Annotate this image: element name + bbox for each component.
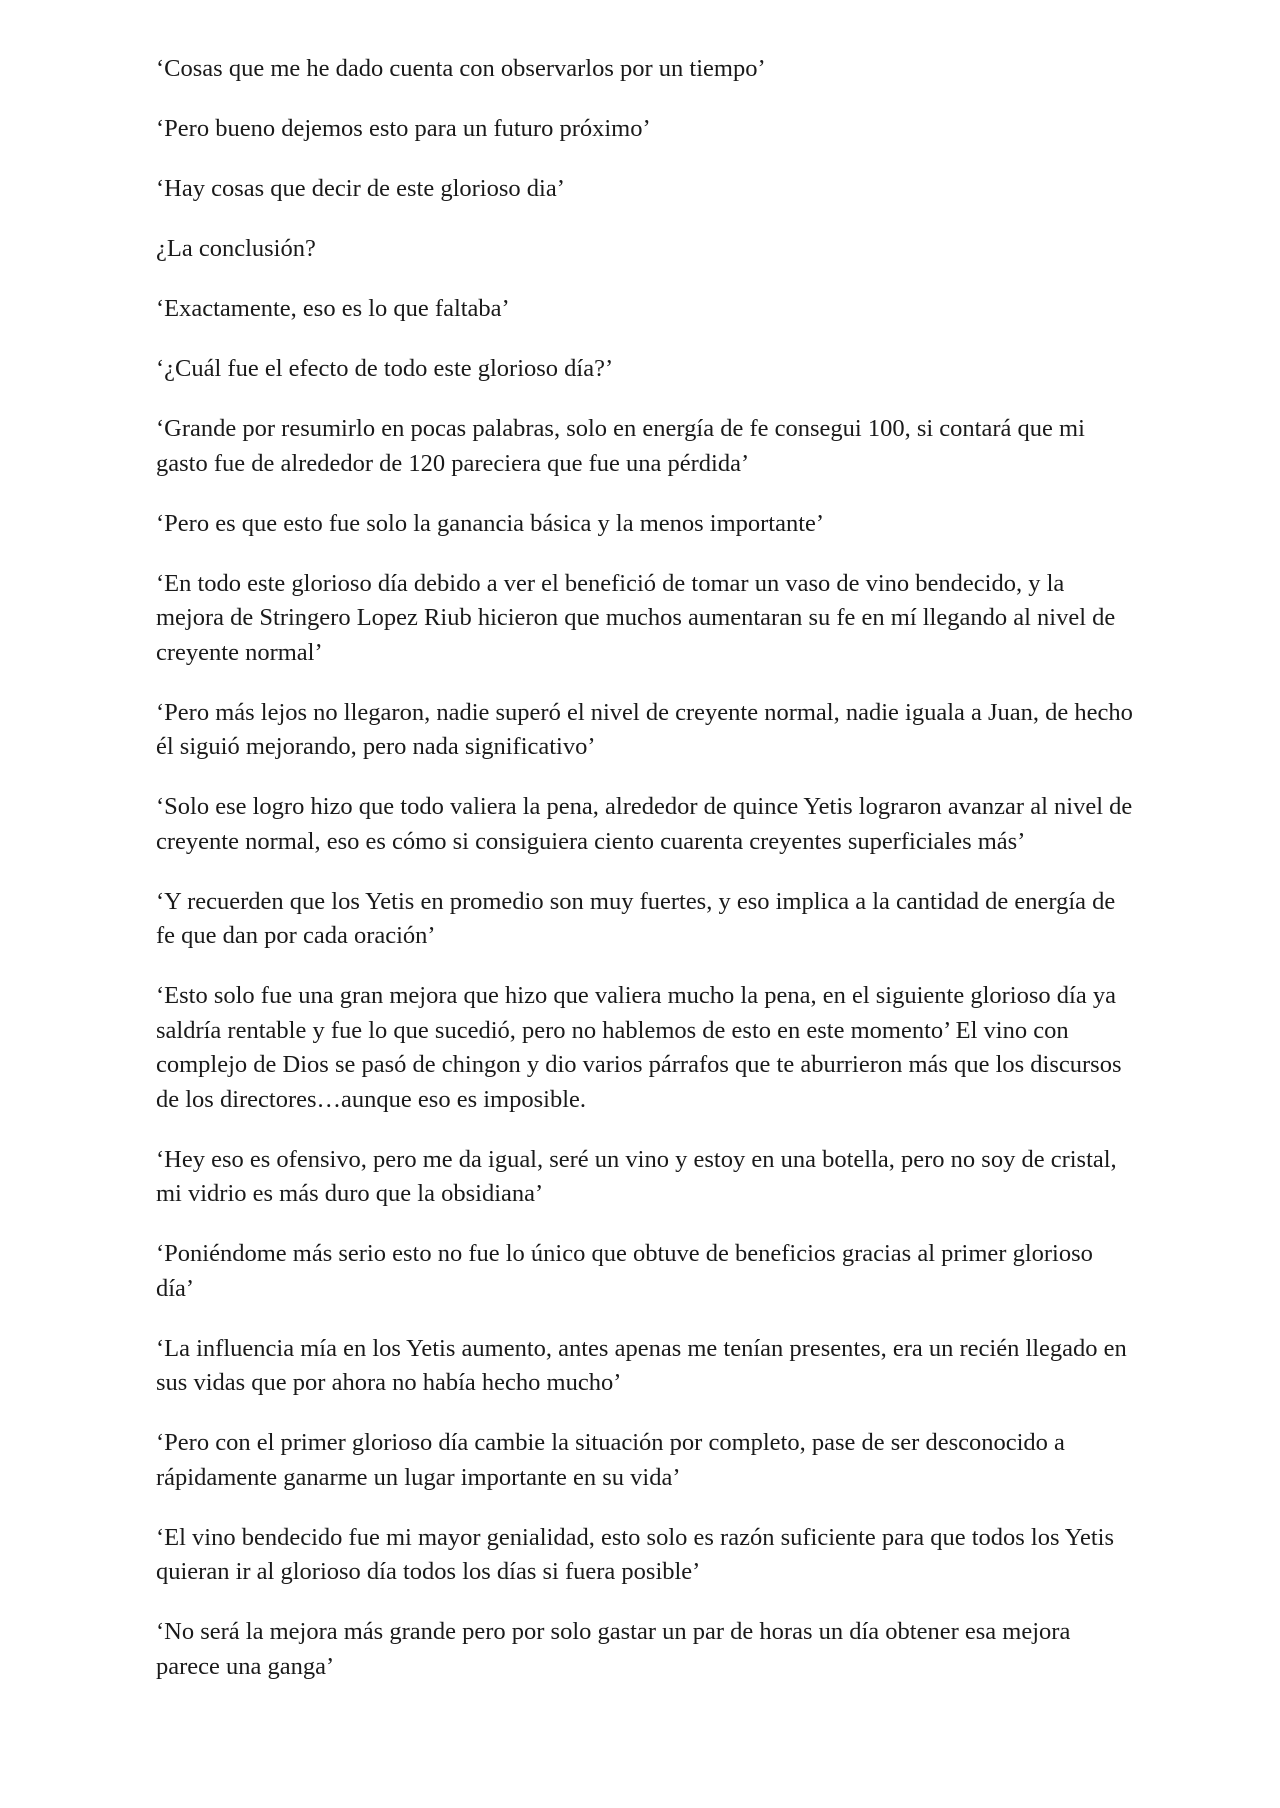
- paragraph-11: ‘Solo ese logro hizo que todo valiera la pena, alrededor de quince Yetis lograron avanzar al nivel de creyente normal, eso es cómo si consiguiera ciento cuarenta creyentes superficiales más’: [156, 793, 1133, 855]
- paragraph-18: ‘El vino bendecido fue mi mayor genialidad, esto solo es razón suficiente para que todos los Yetis quieran ir al glorioso día todos los días si fuera posible’: [156, 1523, 1115, 1585]
- paragraph-7: ‘Grande por resumirlo en pocas palabras, solo en energía de fe consegui 100, si contará que mi gasto fue de alrededor de 120 pareciera que fue una pérdida’: [156, 415, 1085, 477]
- paragraph-17: ‘Pero con el primer glorioso día cambie la situación por completo, pase de ser desconocido a rápidamente ganarme un lugar importante en su vida’: [156, 1429, 1065, 1491]
- paragraph-16: ‘La influencia mía en los Yetis aumento, antes apenas me tenían presentes, era un recién llegado en sus vidas que por ahora no había hecho mucho’: [156, 1334, 1127, 1396]
- paragraph-9: ‘En todo este glorioso día debido a ver el benefició de tomar un vaso de vino bendecido, y la mejora de Stringero Lopez Riub hicieron que muchos aumentaran su fe en mí llegando al nivel de creyente normal’: [156, 569, 1116, 666]
- paragraph-1: ‘Cosas que me he dado cuenta con observarlos por un tiempo’: [156, 55, 766, 82]
- paragraph-2: ‘Pero bueno dejemos esto para un futuro próximo’: [156, 115, 651, 142]
- document-body: [156, 52, 1136, 1710]
- paragraph-12: ‘Y recuerden que los Yetis en promedio son muy fuertes, y eso implica a la cantidad de energía de fe que dan por cada oración’: [156, 887, 1116, 949]
- paragraph-6: ‘¿Cuál fue el efecto de todo este glorioso día?’: [156, 355, 614, 382]
- paragraph-5: ‘Exactamente, eso es lo que faltaba’: [156, 295, 510, 322]
- paragraph-15: ‘Poniéndome más serio esto no fue lo único que obtuve de beneficios gracias al primer glorioso día’: [156, 1240, 1093, 1302]
- paragraph-4: ¿La conclusión?: [156, 235, 316, 262]
- paragraph-10: ‘Pero más lejos no llegaron, nadie superó el nivel de creyente normal, nadie iguala a Juan, de hecho él siguió mejorando, pero nada significativo’: [156, 698, 1133, 760]
- paragraph-14: ‘Hey eso es ofensivo, pero me da igual, seré un vino y estoy en una botella, pero no soy de cristal, mi vidrio es más duro que la obsidiana’: [156, 1145, 1117, 1207]
- paragraph-3: ‘Hay cosas que decir de este glorioso dia’: [156, 175, 565, 202]
- paragraph-19: ‘No será la mejora más grande pero por solo gastar un par de horas un día obtener esa mejora parece una ganga’: [156, 1618, 1071, 1680]
- paragraph-13: ‘Esto solo fue una gran mejora que hizo que valiera mucho la pena, en el siguiente glorioso día ya saldría rentable y fue lo que sucedió, pero no hablemos de esto en este momento’ El vino con complejo de Dios se pasó de chingon y dio varios párrafos que te aburrieron más que los discursos de los directores…aunque eso es imposible.: [156, 982, 1122, 1113]
- paragraph-8: ‘Pero es que esto fue solo la ganancia básica y la menos importante’: [156, 509, 825, 537]
